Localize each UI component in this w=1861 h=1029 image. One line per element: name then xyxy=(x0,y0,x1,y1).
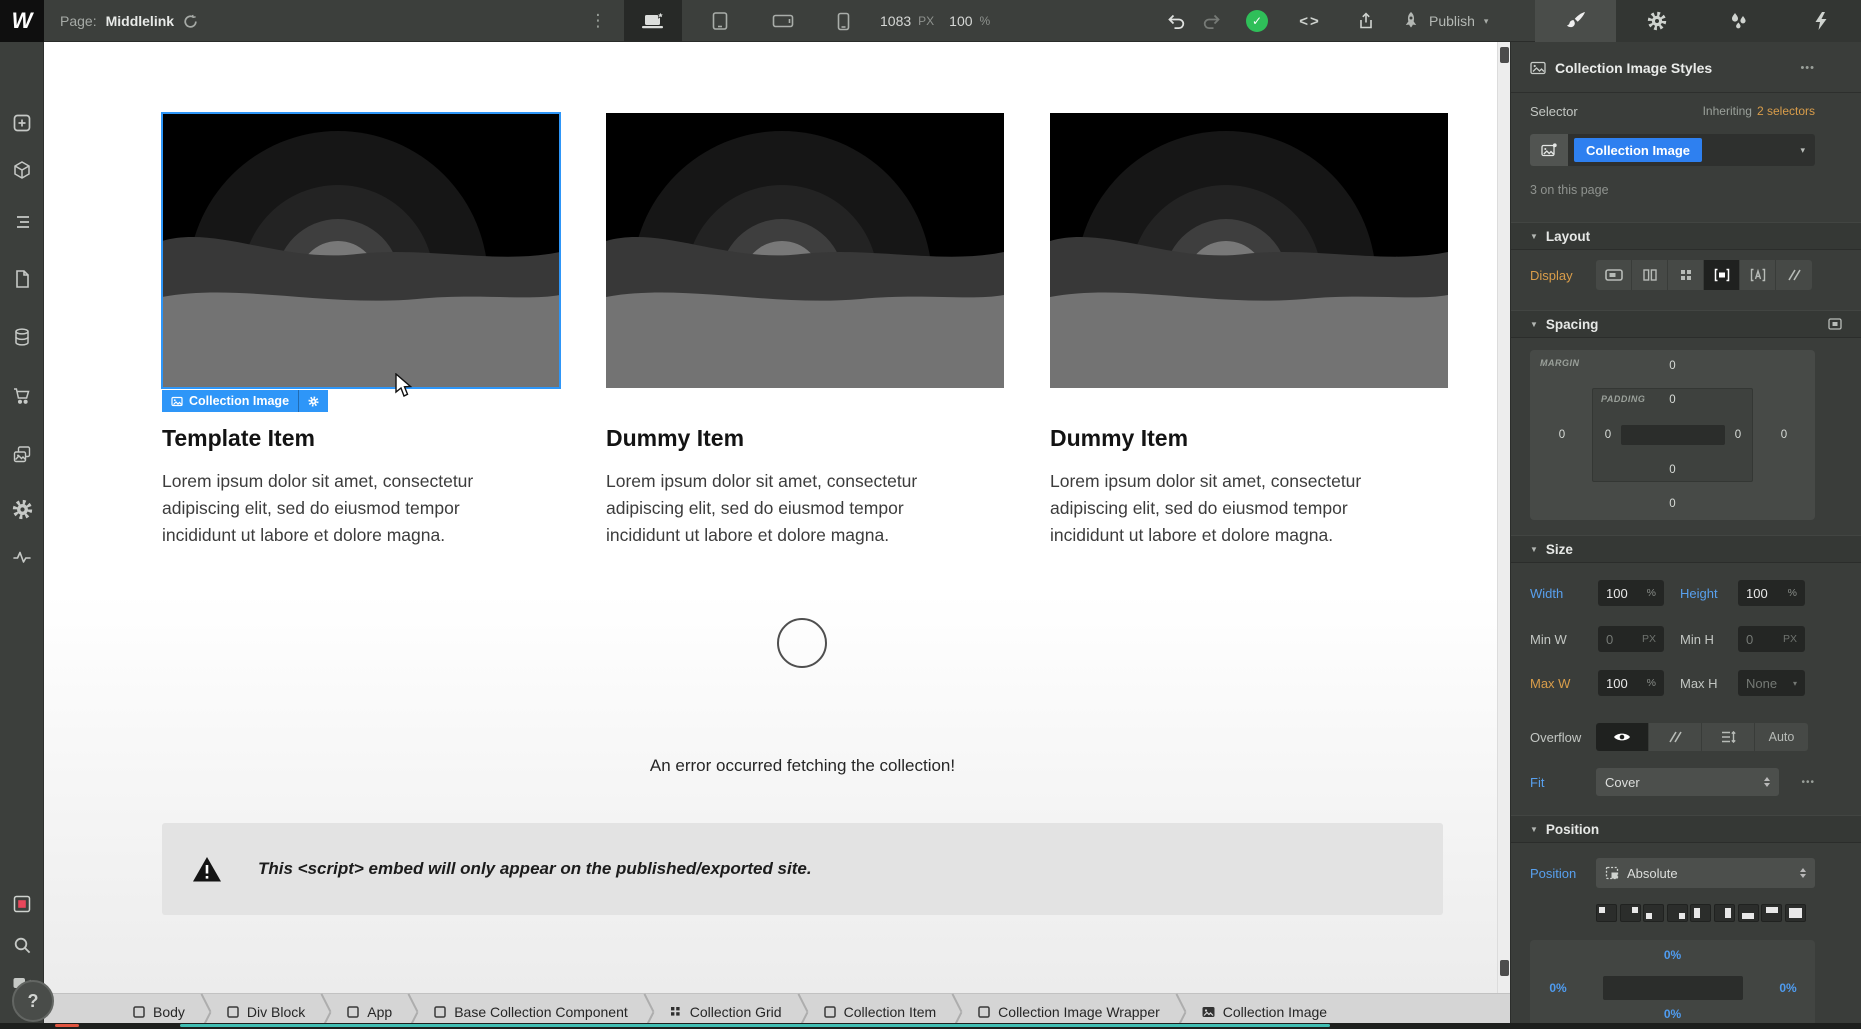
breadcrumb-label: Collection Item xyxy=(843,1003,937,1020)
loading-spinner xyxy=(777,618,827,668)
preset-bottom-right-button[interactable] xyxy=(1667,904,1688,922)
cms-collections-button[interactable] xyxy=(0,317,44,357)
breadcrumb-label: Collection Grid xyxy=(689,1003,782,1020)
scrollbar-bottom-handle[interactable] xyxy=(1500,960,1509,976)
gear-icon xyxy=(1647,11,1667,31)
margin-label: MARGIN xyxy=(1540,358,1580,368)
min-width-value: 0 xyxy=(1606,631,1614,647)
min-height-value: 0 xyxy=(1746,631,1754,647)
breakpoint-phone-landscape-button[interactable] xyxy=(758,0,808,42)
display-none-button[interactable] xyxy=(1776,260,1812,290)
tab-settings-panel[interactable] xyxy=(1616,0,1698,42)
display-grid-button[interactable] xyxy=(1668,260,1704,290)
spacing-settings-icon[interactable] xyxy=(1828,318,1842,330)
record-icon xyxy=(12,894,32,914)
search-icon xyxy=(13,936,32,955)
section-header-spacing[interactable] xyxy=(1511,310,1861,338)
database-icon xyxy=(12,327,32,347)
card-body: Lorem ipsum dolor sit amet, consectetur adipiscing elit, sed do eiusmod tempor incididunt ut labore et dolore magna. xyxy=(1050,471,1362,545)
breakpoint-phone-portrait-button[interactable] xyxy=(820,0,866,42)
margin-left-value[interactable]: 0 xyxy=(1558,429,1566,441)
add-elements-button[interactable] xyxy=(0,103,44,143)
section-header-layout[interactable] xyxy=(1511,222,1861,250)
canvas-width-value: 1083 xyxy=(880,13,912,29)
page-name: Middlelink xyxy=(105,13,175,29)
max-height-label: Max H xyxy=(1680,675,1718,691)
box-icon xyxy=(227,1006,239,1018)
collection-image[interactable] xyxy=(1050,113,1448,388)
chevron-down-icon[interactable]: ▾ xyxy=(1800,144,1805,155)
section-label: Spacing xyxy=(1545,316,1599,332)
export-code-button[interactable] xyxy=(1290,0,1330,42)
search-button[interactable] xyxy=(0,925,44,965)
flex-icon xyxy=(1643,269,1657,281)
panel-menu-icon[interactable]: ••• xyxy=(1800,62,1815,74)
padding-label: PADDING xyxy=(1601,394,1646,404)
updown-icon xyxy=(1800,868,1806,879)
inline-icon xyxy=(1750,268,1766,282)
image-icon xyxy=(1202,1006,1215,1018)
selector-element-icon-button[interactable] xyxy=(1530,134,1568,166)
overflow-auto-button[interactable] xyxy=(1755,723,1808,751)
box-icon xyxy=(434,1006,446,1018)
box-icon xyxy=(347,1006,359,1018)
element-slot xyxy=(1603,976,1743,1000)
script-embed-notice xyxy=(162,823,1443,915)
chevron-down-icon: ▾ xyxy=(1792,678,1797,688)
lightning-icon xyxy=(1813,11,1829,31)
album-artwork xyxy=(162,113,560,388)
offset-left-value[interactable]: 0% xyxy=(1549,981,1567,995)
help-button[interactable] xyxy=(12,980,54,1022)
min-width-input[interactable] xyxy=(1598,626,1664,652)
preset-bottom-left-button[interactable] xyxy=(1643,904,1664,922)
overflow-scroll-button[interactable] xyxy=(1702,723,1755,751)
overflow-hidden-button[interactable] xyxy=(1649,723,1702,751)
collection-item-card xyxy=(606,113,1004,549)
box-icon xyxy=(978,1006,990,1018)
collection-image[interactable] xyxy=(162,113,560,388)
recording-progress-bar xyxy=(0,1023,1861,1029)
warning-icon xyxy=(192,856,222,883)
pages-button[interactable] xyxy=(0,259,44,299)
offset-top-value[interactable]: 0% xyxy=(1663,948,1682,962)
screen-record-button[interactable] xyxy=(0,884,44,924)
position-offsets-widget xyxy=(1530,940,1815,1029)
caret-icon: ▼ xyxy=(1530,824,1538,834)
collection-item-card xyxy=(1050,113,1448,549)
publish-label: Publish xyxy=(1429,13,1475,29)
breadcrumb-item-collection-image-wrapper[interactable] xyxy=(965,1004,1173,1020)
spacing-widget xyxy=(1530,350,1815,520)
overflow-auto-label: Auto xyxy=(1768,730,1795,744)
section-label: Layout xyxy=(1545,228,1591,244)
preset-right-edge-button[interactable] xyxy=(1714,904,1735,922)
margin-bottom-value[interactable]: 0 xyxy=(1669,498,1676,510)
page-icon xyxy=(13,269,31,289)
position-label: Position xyxy=(1530,865,1577,881)
top-toolbar xyxy=(0,0,1861,42)
breadcrumb-label: Base Collection Component xyxy=(454,1003,628,1020)
card-title: Dummy Item xyxy=(606,425,745,451)
gear-icon xyxy=(12,499,33,520)
height-input[interactable] xyxy=(1738,580,1805,606)
page-indicator[interactable] xyxy=(60,0,198,42)
position-value: Absolute xyxy=(1627,865,1678,881)
display-options xyxy=(1596,260,1812,290)
canvas-scrollbar[interactable] xyxy=(1497,42,1510,993)
tab-interactions-panel[interactable] xyxy=(1780,0,1861,42)
collection-item-card xyxy=(162,113,560,549)
breadcrumb-item-collection-grid[interactable] xyxy=(657,1004,795,1020)
breadcrumb-item-base-collection-component[interactable] xyxy=(421,1004,641,1020)
webflow-logo[interactable]: W xyxy=(0,0,44,42)
card-body: Lorem ipsum dolor sit amet, consectetur adipiscing elit, sed do eiusmod tempor incididunt ut labore et dolore magna. xyxy=(162,471,474,545)
panel-title: Collection Image Styles xyxy=(1555,60,1713,76)
breadcrumb-item-app[interactable] xyxy=(334,1004,405,1020)
album-artwork xyxy=(1050,113,1448,388)
preset-full-button[interactable] xyxy=(1785,904,1806,922)
embed-notice-text: This <script> embed will only appear on the published/exported site. xyxy=(258,859,812,878)
cube-icon xyxy=(12,160,32,180)
min-width-label: Min W xyxy=(1530,631,1567,647)
check-icon: ✓ xyxy=(1246,10,1268,32)
section-label: Position xyxy=(1545,821,1600,837)
preset-top-right-button[interactable] xyxy=(1620,904,1641,922)
breadcrumb-item-collection-image[interactable] xyxy=(1189,1004,1340,1020)
max-width-input[interactable] xyxy=(1598,670,1664,696)
inheriting-selectors-link[interactable]: 2 selectors xyxy=(1756,104,1815,118)
tab-style-manager-panel[interactable] xyxy=(1698,0,1780,42)
undo-icon xyxy=(1166,13,1186,29)
canvas-width-unit: PX xyxy=(918,14,935,28)
caret-icon: ▼ xyxy=(1530,544,1538,554)
offset-right-value[interactable]: 0% xyxy=(1779,981,1797,995)
selected-tag-label: Collection Image xyxy=(189,394,290,408)
project-settings-button[interactable] xyxy=(0,489,44,529)
block-icon xyxy=(1605,269,1623,281)
rocket-icon xyxy=(1402,11,1420,31)
selector-class-pill[interactable]: Collection Image xyxy=(1574,138,1702,162)
breadcrumb-item-collection-item[interactable] xyxy=(811,1004,950,1020)
display-inline-block-button[interactable] xyxy=(1704,260,1740,290)
height-unit[interactable]: % xyxy=(1787,587,1797,599)
margin-top-value[interactable]: 0 xyxy=(1669,360,1676,372)
padding-left-value[interactable]: 0 xyxy=(1604,429,1612,441)
zoom-value: 100 xyxy=(949,13,973,29)
caret-icon: ▼ xyxy=(1530,319,1538,329)
fit-value: Cover xyxy=(1605,774,1640,790)
preset-bottom-edge-button[interactable] xyxy=(1738,904,1759,922)
selector-field[interactable] xyxy=(1530,134,1815,166)
display-block-button[interactable] xyxy=(1596,260,1632,290)
help-icon: ? xyxy=(27,990,39,1011)
min-height-input[interactable] xyxy=(1738,626,1805,652)
box-icon xyxy=(133,1006,145,1018)
height-value: 100 xyxy=(1746,585,1768,601)
redo-button[interactable] xyxy=(1196,0,1228,42)
hidden-icon xyxy=(1786,269,1802,281)
phone-portrait-icon xyxy=(837,12,850,31)
width-unit[interactable]: % xyxy=(1646,587,1656,599)
preset-top-left-button[interactable] xyxy=(1596,904,1617,922)
canvas-dimensions[interactable] xyxy=(880,0,990,42)
zoom-unit: % xyxy=(979,14,991,28)
padding-bottom-value[interactable]: 0 xyxy=(1669,464,1676,476)
overflow-label: Overflow xyxy=(1530,729,1582,745)
chevron-down-icon: ▾ xyxy=(1483,15,1489,26)
drops-icon xyxy=(1729,12,1749,30)
height-label: Height xyxy=(1680,585,1718,601)
image-icon xyxy=(1530,61,1546,75)
max-width-value: 100 xyxy=(1606,675,1628,691)
section-label: Size xyxy=(1545,541,1573,557)
selected-element-tag[interactable] xyxy=(162,390,328,412)
element-settings-button[interactable] xyxy=(299,390,328,412)
image-star-icon xyxy=(1541,143,1557,157)
audit-button[interactable] xyxy=(0,537,44,577)
breadcrumb-label: App xyxy=(367,1003,393,1020)
selector-label: Selector xyxy=(1530,103,1578,119)
inheriting-label: Inheriting xyxy=(1702,104,1752,118)
box-icon xyxy=(824,1006,836,1018)
min-height-label: Min H xyxy=(1680,631,1714,647)
breadcrumb-label: Body xyxy=(153,1003,185,1020)
fit-select[interactable] xyxy=(1596,768,1779,796)
navigator-icon xyxy=(13,214,31,230)
collection-image[interactable] xyxy=(606,113,1004,388)
grid-icon xyxy=(1680,269,1692,281)
redo-icon xyxy=(1202,13,1222,29)
max-height-input[interactable] xyxy=(1738,670,1805,696)
breadcrumb-item-div-block[interactable] xyxy=(214,1004,318,1020)
plus-square-icon xyxy=(12,113,32,133)
breadcrumb-label: Collection Image xyxy=(1222,1003,1328,1020)
scroll-icon xyxy=(1720,730,1736,744)
components-button[interactable] xyxy=(0,150,44,190)
share-button[interactable] xyxy=(1348,0,1384,42)
section-header-size[interactable] xyxy=(1511,535,1861,563)
progress-segment-orange xyxy=(55,1024,79,1027)
gear-icon xyxy=(308,396,319,407)
code-icon: <> xyxy=(1299,12,1321,30)
tab-style-panel[interactable] xyxy=(1535,0,1616,42)
card-body: Lorem ipsum dolor sit amet, consectetur adipiscing elit, sed do eiusmod tempor incididunt ut labore et dolore magna. xyxy=(606,471,918,545)
saved-status-button[interactable] xyxy=(1240,0,1274,42)
selector-usage-note: 3 on this page xyxy=(1530,183,1609,197)
page-label: Page: xyxy=(60,13,97,29)
width-label: Width xyxy=(1530,585,1564,601)
inline-block-icon xyxy=(1714,268,1730,282)
grid-icon xyxy=(670,1006,682,1018)
scrollbar-top-handle[interactable] xyxy=(1500,47,1509,63)
position-icon xyxy=(1605,866,1619,880)
offset-bottom-value[interactable]: 0% xyxy=(1663,1007,1682,1021)
pulse-icon xyxy=(12,549,32,565)
breadcrumb-label: Div Block xyxy=(246,1003,306,1020)
eye-icon xyxy=(1613,731,1631,743)
share-icon xyxy=(1357,12,1375,30)
updown-icon xyxy=(1764,777,1770,788)
margin-right-value[interactable]: 0 xyxy=(1780,429,1788,441)
padding-top-value[interactable]: 0 xyxy=(1669,394,1676,406)
display-flex-button[interactable] xyxy=(1632,260,1668,290)
max-height-value: None xyxy=(1746,675,1778,691)
album-artwork xyxy=(606,113,1004,388)
overflow-visible-button[interactable] xyxy=(1596,723,1649,751)
left-toolbar xyxy=(0,42,44,1029)
tablet-icon xyxy=(711,11,729,31)
fit-label: Fit xyxy=(1530,774,1545,790)
padding-right-value[interactable]: 0 xyxy=(1734,429,1742,441)
preset-top-edge-button[interactable] xyxy=(1761,904,1782,922)
panel-divider xyxy=(1511,92,1861,93)
assets-button[interactable] xyxy=(0,434,44,474)
phone-landscape-icon xyxy=(772,14,794,28)
breakpoint-tablet-button[interactable] xyxy=(695,0,745,42)
paintbrush-icon xyxy=(1565,10,1587,32)
refresh-icon[interactable] xyxy=(183,14,198,29)
min-width-unit[interactable]: PX xyxy=(1641,633,1656,645)
progress-segment-teal xyxy=(180,1024,1330,1027)
cart-icon xyxy=(12,386,32,405)
laptop-icon xyxy=(639,11,667,31)
breakpoint-desktop-button[interactable] xyxy=(624,0,682,42)
min-height-unit[interactable]: PX xyxy=(1782,633,1797,645)
design-canvas xyxy=(44,42,1497,993)
caret-icon: ▼ xyxy=(1530,231,1538,241)
undo-button[interactable] xyxy=(1160,0,1192,42)
card-title: Dummy Item xyxy=(1050,425,1189,451)
max-width-unit[interactable]: % xyxy=(1646,677,1656,689)
breadcrumb-label: Collection Image Wrapper xyxy=(998,1003,1160,1020)
width-input[interactable] xyxy=(1598,580,1664,606)
navigator-button[interactable] xyxy=(0,202,44,242)
preset-left-edge-button[interactable] xyxy=(1690,904,1711,922)
overflow-options xyxy=(1596,723,1808,751)
position-presets xyxy=(1596,903,1815,923)
publish-button[interactable] xyxy=(1402,0,1488,42)
card-title: Template Item xyxy=(162,425,315,451)
collection-error-text: An error occurred fetching the collection! xyxy=(649,756,956,775)
position-select[interactable] xyxy=(1596,858,1815,888)
section-header-position[interactable] xyxy=(1511,815,1861,843)
element-slot xyxy=(1621,425,1725,445)
ecommerce-button[interactable] xyxy=(0,375,44,415)
breadcrumb-item-body[interactable] xyxy=(120,1004,198,1020)
style-panel xyxy=(1510,42,1861,1029)
image-icon xyxy=(171,396,183,407)
max-width-label: Max W xyxy=(1530,675,1571,691)
display-label: Display xyxy=(1530,267,1573,283)
width-value: 100 xyxy=(1606,585,1628,601)
mouse-cursor xyxy=(393,373,415,399)
hidden-icon xyxy=(1667,731,1683,743)
fit-options-icon[interactable]: ••• xyxy=(1801,776,1815,788)
assets-icon xyxy=(12,445,32,464)
display-inline-button[interactable] xyxy=(1740,260,1776,290)
canvas-options-icon[interactable]: ⋮ xyxy=(589,11,607,30)
